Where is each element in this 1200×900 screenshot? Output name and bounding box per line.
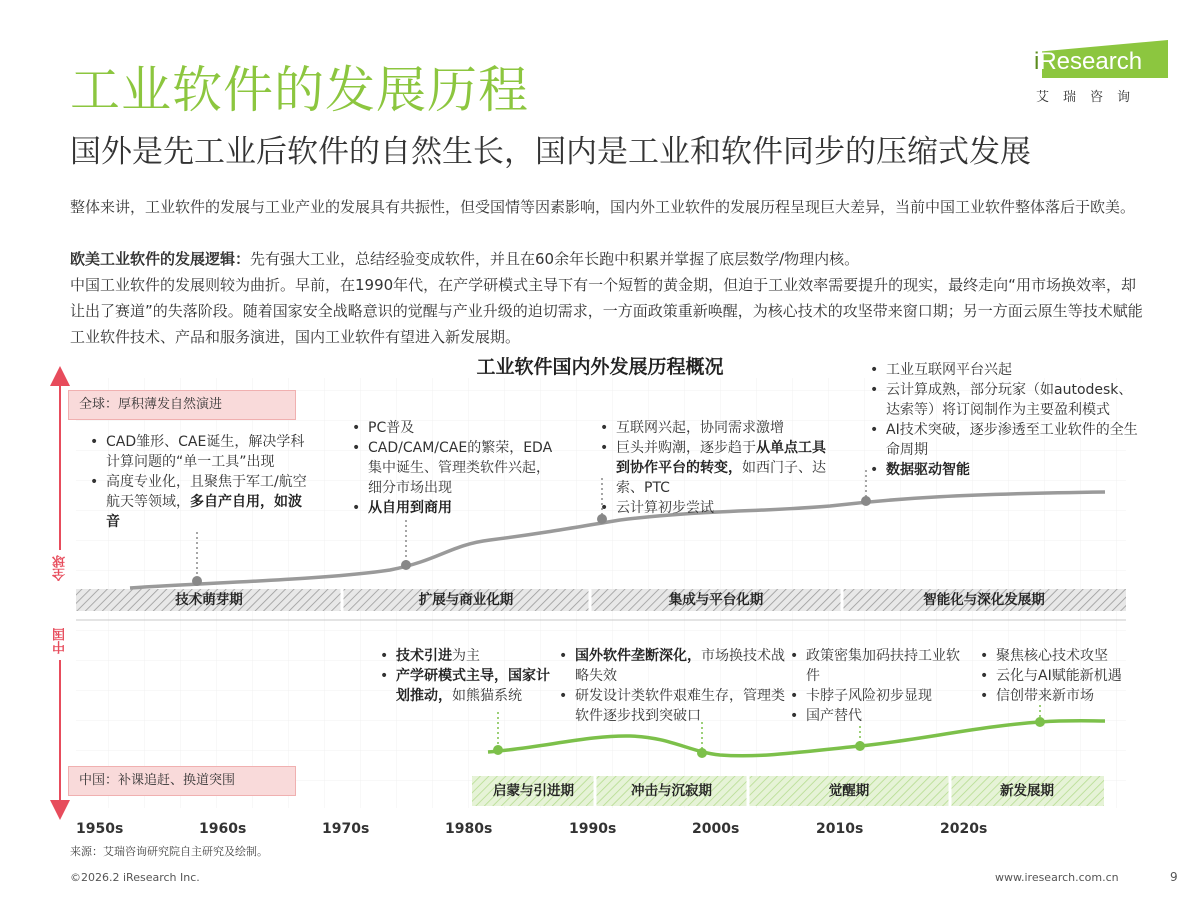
china-notes-1 (376, 646, 556, 706)
note-item (348, 418, 563, 438)
note-text-bold: 产学研模式主导，国家计划推动， (396, 668, 550, 704)
global-phase-3: 集成与平台化期 (668, 592, 764, 608)
china-phase-2: 冲击与沉寂期 (631, 783, 712, 799)
decade-1990s: 1990s (569, 821, 617, 837)
note-text: 卡脖子风险初步显现 (806, 688, 932, 704)
global-node-2 (401, 560, 411, 570)
note-text: 互联网兴起，协同需求激增 (616, 420, 784, 436)
note-item (555, 646, 785, 686)
note-list (786, 646, 966, 726)
global-notes-3 (596, 418, 834, 518)
china-node-4 (1035, 717, 1045, 727)
note-text: 政策密集加码扶持工业软件 (806, 648, 960, 684)
note-list (348, 418, 563, 518)
global-side-label: 全球 (53, 555, 68, 581)
note-text: 云计算成熟，部分玩家（如autodesk、达索等）将订阅制作为主要盈利模式 (886, 382, 1133, 418)
note-text: 聚焦核心技术攻坚 (996, 648, 1108, 664)
note-text: 工业互联网平台兴起 (886, 362, 1012, 378)
intro-paragraph-3: 中国工业软件的发展则较为曲折。早前，在1990年代，在产学研模式主导下有一个短暂的黄金期，但迫于工业效率需要提升的现实，最终走向“用市场换效率，却让出了赛道”的失落阶段。随着国家安全战略意识的觉醒与产业升级的迫切需求，一方面政策重新唤醒，为核心技术的攻坚带来窗口期；另一方面云原生等技术赋能工业软件技术、产品和服务演进，国内工业软件有望进入新发展期。 (70, 276, 1143, 346)
decade-1950s: 1950s (76, 821, 124, 837)
note-list (86, 432, 314, 532)
note-item (555, 686, 785, 726)
website-link[interactable]: www.iresearch.com.cn (995, 871, 1119, 884)
decade-2000s: 2000s (692, 821, 740, 837)
global-phase-1: 技术萌芽期 (175, 592, 243, 608)
china-node-2 (697, 748, 707, 758)
note-item (348, 498, 563, 518)
note-item (86, 472, 314, 532)
note-item (86, 432, 314, 472)
note-text: 市场换技术战略失效 (575, 648, 785, 684)
china-region-label: 中国：补课追赶、换道突围 (68, 766, 296, 796)
global-notes-2 (348, 418, 563, 518)
china-phase-3: 觉醒期 (828, 783, 870, 799)
global-phase-4: 智能化与深化发展期 (923, 592, 1045, 608)
note-text: 云计算初步尝试 (616, 500, 714, 516)
note-item (596, 418, 834, 438)
note-list (555, 646, 785, 726)
note-item (976, 646, 1151, 666)
decade-1970s: 1970s (322, 821, 370, 837)
global-notes-4 (866, 360, 1146, 480)
note-text: 信创带来新市场 (996, 688, 1094, 704)
note-item (866, 460, 1146, 480)
note-list (866, 360, 1146, 480)
note-item (976, 666, 1151, 686)
global-phase-2: 扩展与商业化期 (418, 592, 514, 608)
note-item (376, 666, 556, 706)
note-text-bold: 从单点工具到协作平台的转变， (616, 440, 826, 476)
intro-p2-rest: 先有强大工业，总结经验变成软件，并且在60余年长跑中积累并掌握了底层数学/物理内核。 (250, 250, 860, 268)
note-text: 为主 (452, 648, 480, 664)
note-text: 高度专业化，且聚焦于军工/航空航天等领域， (106, 474, 307, 510)
decade-1960s: 1960s (199, 821, 247, 837)
china-notes-3 (786, 646, 966, 726)
note-text: 国产替代 (806, 708, 862, 724)
logo-i: i (1034, 48, 1040, 75)
logo-research: Research (1039, 48, 1143, 75)
note-item (596, 498, 834, 518)
decade-2010s: 2010s (816, 821, 864, 837)
china-node-1 (493, 745, 503, 755)
note-item (866, 380, 1146, 420)
note-item (866, 360, 1146, 380)
note-text-bold: 数据驱动智能 (886, 462, 970, 478)
source-note: 来源：艾瑞咨询研究院自主研究及绘制。 (70, 845, 268, 858)
china-node-3 (855, 741, 865, 751)
diagram-title: 工业软件国内外发展历程概况 (476, 356, 724, 378)
note-text: 云化与AI赋能新机遇 (996, 668, 1122, 684)
note-item (866, 420, 1146, 460)
note-list (376, 646, 556, 706)
note-item (786, 686, 966, 706)
decade-2020s: 2020s (940, 821, 988, 837)
global-region-label: 全球：厚积薄发自然演进 (68, 390, 296, 420)
global-node-4 (861, 496, 871, 506)
page-title: 工业软件的发展历程 (70, 61, 529, 119)
note-text-bold: 从自用到商用 (368, 500, 452, 516)
note-text: 巨头并购潮，逐步趋于 (616, 440, 756, 456)
note-item (596, 438, 834, 498)
note-text: CAD雏形、CAE诞生，解决学科计算问题的“单一工具”出现 (106, 434, 305, 470)
china-side-label: 中国 (53, 628, 68, 654)
global-node-1 (192, 576, 202, 586)
note-item (376, 646, 556, 666)
note-item (786, 646, 966, 686)
global-notes-1 (86, 432, 314, 532)
copyright: ©2026.2 iResearch Inc. (70, 871, 200, 884)
page-subtitle: 国外是先工业后软件的自然生长，国内是工业和软件同步的压缩式发展 (70, 134, 1031, 170)
note-item (786, 706, 966, 726)
note-text: AI技术突破，逐步渗透至工业软件的全生命周期 (886, 422, 1138, 458)
china-notes-4 (976, 646, 1151, 706)
note-item (348, 438, 563, 498)
intro-p2-bold: 欧美工业软件的发展逻辑： (70, 250, 251, 268)
note-text: CAD/CAM/CAE的繁荣，EDA集中诞生、管理类软件兴起，细分市场出现 (368, 440, 553, 496)
china-phase-4: 新发展期 (1000, 783, 1054, 799)
note-text-bold: 技术引进 (396, 648, 452, 664)
note-text-bold: 多自产自用，如波音 (106, 494, 302, 530)
intro-paragraph-1: 整体来讲，工业软件的发展与工业产业的发展具有共振性，但受国情等因素影响，国内外工业软件的发展历程呈现巨大差异，当前中国工业软件整体落后于欧美。 (70, 198, 1136, 216)
note-list (596, 418, 834, 518)
china-phase-1: 启蒙与引进期 (493, 783, 574, 799)
note-list (976, 646, 1151, 706)
logo-cn: 艾瑞咨询 (1036, 90, 1145, 105)
note-text: 研发设计类软件艰难生存，管理类软件逐步找到突破口 (575, 688, 785, 724)
china-notes-2 (555, 646, 785, 726)
note-text: 如熊猫系统 (452, 688, 522, 704)
note-text-bold: 国外软件垄断深化， (575, 648, 701, 664)
note-item (976, 686, 1151, 706)
note-text: 如西门子、达索、PTC (616, 460, 826, 496)
decade-1980s: 1980s (445, 821, 493, 837)
note-text: PC普及 (368, 420, 415, 436)
page-number: 9 (1170, 870, 1178, 884)
